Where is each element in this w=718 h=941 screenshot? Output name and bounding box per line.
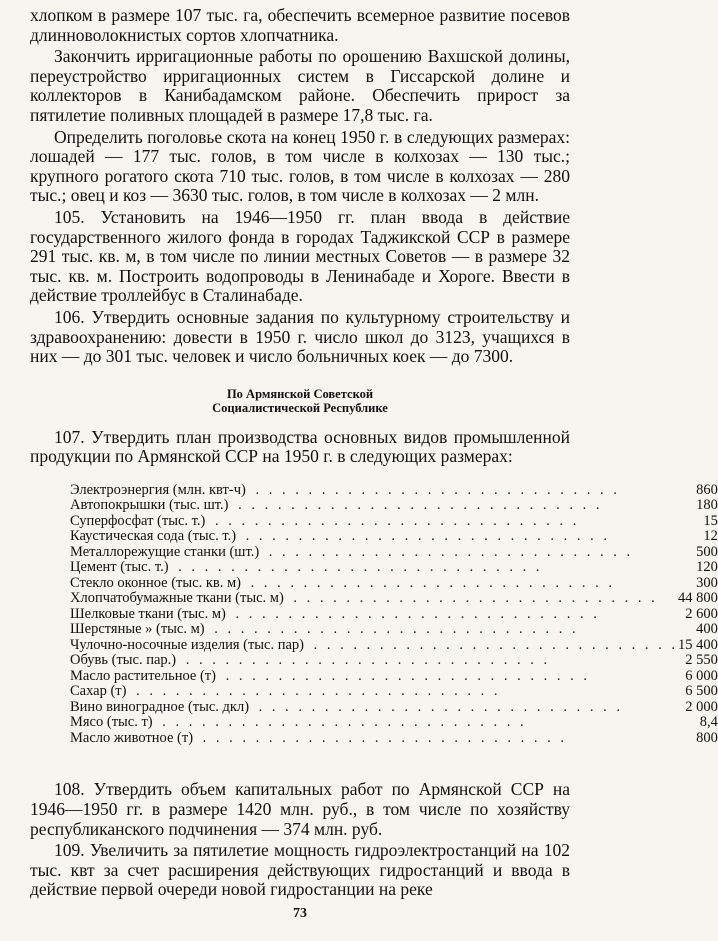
- table-item-name: [70, 529, 678, 545]
- item-label: Вино виноградное (тыс. дкл): [70, 699, 252, 715]
- table-row: [70, 607, 718, 623]
- leader-dots: . . . . . . . . . . . . . . . . . . . . . . . . . . . .: [171, 559, 543, 576]
- item-label: Цемент (тыс. т.): [70, 559, 172, 575]
- item-label: Каустическая сода (тыс. т.): [70, 528, 239, 544]
- leader-dots: . . . . . . . . . . . . . . . . . . . . . . . . . . . .: [231, 497, 603, 514]
- section-heading-line2: Социалистической Республике: [212, 401, 388, 416]
- table-row: [70, 638, 718, 654]
- table-row: [70, 560, 718, 576]
- leader-dots: . . . . . . . . . . . . . . . . . . . . . . . . . . . .: [286, 590, 658, 607]
- table-row: [70, 514, 718, 530]
- table-row: [70, 669, 718, 685]
- paragraph-109: 109. Увеличить за пятилетие мощность гидроэлектростанций на 102 тыс. квт за счет расширения действующих гидростанций и ввода в действие первой очереди новой гидростанции на реке: [30, 840, 570, 900]
- item-label: Шерстяные » (тыс. м): [70, 621, 208, 637]
- table-item-name: [70, 483, 678, 499]
- table-row: [70, 591, 718, 607]
- table-row: [70, 529, 718, 545]
- table-row: [70, 684, 718, 700]
- table-item-name: [70, 715, 678, 731]
- table-item-name: [70, 638, 678, 654]
- table-item-value: 12: [703, 528, 718, 545]
- item-label: Шелковые ткани (тыс. м): [70, 606, 229, 622]
- leader-dots: . . . . . . . . . . . . . . . . . . . . . . . . . . . .: [248, 481, 620, 498]
- item-label: Металлорежущие станки (шт.): [70, 544, 262, 560]
- paragraph-106: 106. Утвердить основные задания по культурному строительству и здравоохранению: довести в 1950 г. число школ до 3123, учащихся в них — до 301 тыс. человек и число больничных коек — до 7300.: [30, 306, 570, 367]
- table-item-name: [70, 514, 678, 530]
- paragraph-107: 107. Утвердить план производства основных видов промышленной продукции по Армянской ССР на 1950 г. в следующих размерах:: [30, 426, 570, 467]
- table-item-name: [70, 700, 678, 716]
- table-row: [70, 715, 718, 731]
- leader-dots: . . . . . . . . . . . . . . . . . . . . . . . . . . . .: [179, 652, 551, 669]
- table-item-value: 44 800: [678, 590, 718, 607]
- item-label: Обувь (тыс. пар.): [70, 652, 179, 668]
- section-heading-line1: По Армянской Советской: [226, 386, 374, 401]
- paragraph-irrigation: Закончить ирригационные работы по орошению Вахшской долины, переустройство ирригационных систем в Гиссарской долине и коллекторов в Канибадамском районе. Обеспечить прирост за пятилетие поливных площадей в размере 17,8 тыс. га.: [30, 46, 570, 125]
- item-label: Масло животное (т): [70, 730, 196, 746]
- table-row: [70, 498, 718, 514]
- table-item-value: 6 000: [685, 667, 718, 684]
- leader-dots: . . . . . . . . . . . . . . . . . . . . . . . . . . . .: [208, 512, 580, 529]
- table-item-value: 300: [696, 574, 718, 591]
- paragraph-108: 108. Утвердить объем капитальных работ по Армянской ССР на 1946—1950 гг. в размере 1420 млн. руб., в том числе по хозяйству республиканского подчинения — 374 млн. руб.: [30, 779, 570, 839]
- table-item-name: [70, 622, 678, 638]
- table-item-name: [70, 669, 678, 685]
- leader-dots: . . . . . . . . . . . . . . . . . . . . . . . . . . . .: [207, 621, 579, 638]
- table-item-name: [70, 498, 678, 514]
- table-item-value: 400: [696, 621, 718, 638]
- leader-dots: . . . . . . . . . . . . . . . . . . . . . . . . . . . .: [239, 528, 611, 545]
- table-item-name: [70, 560, 678, 576]
- table-row: [70, 653, 718, 669]
- item-label: Хлопчатобумажные ткани (тыс. м): [70, 590, 287, 606]
- table-item-value: 120: [696, 559, 718, 576]
- table-row: [70, 700, 718, 716]
- table-row: [70, 576, 718, 592]
- item-label: Сахар (т): [70, 683, 129, 699]
- production-table: [70, 483, 718, 747]
- table-item-value: 860: [696, 481, 718, 498]
- table-item-name: [70, 545, 678, 561]
- leader-dots: . . . . . . . . . . . . . . . . . . . . . . . . . . . .: [155, 714, 527, 731]
- item-label: Электроэнергия (млн. квт-ч): [70, 482, 249, 498]
- table-item-name: [70, 591, 678, 607]
- leader-dots: . . . . . . . . . . . . . . . . . . . . . . . . . . . .: [196, 729, 568, 746]
- table-item-value: 800: [696, 729, 718, 746]
- leader-dots: . . . . . . . . . . . . . . . . . . . . . . . . . . . .: [228, 605, 600, 622]
- page-number: 73: [293, 906, 307, 921]
- item-label: Суперфосфат (тыс. т.): [70, 513, 208, 529]
- table-item-value: 6 500: [685, 683, 718, 700]
- table-item-name: [70, 576, 678, 592]
- table-item-name: [70, 684, 678, 700]
- table-item-value: 180: [696, 497, 718, 514]
- table-item-value: 15 400: [678, 636, 718, 653]
- table-item-value: 8,4: [699, 714, 718, 731]
- table-item-name: [70, 607, 678, 623]
- item-label: Автопокрышки (тыс. шт.): [70, 497, 231, 513]
- section-heading: [30, 387, 570, 416]
- paragraph-105: 105. Установить на 1946—1950 гг. план ввода в действие государственного жилого фонда в городах Таджикской ССР в размере 291 тыс. кв. м, в том числе по линии местных Советов — в размере 32 тыс. кв. м. Построить водопроводы в Ленинабаде и Хороге. Ввести в действие троллейбус в Сталинабаде.: [30, 206, 570, 306]
- table-item-value: 2 000: [685, 698, 718, 715]
- table-row: [70, 483, 718, 499]
- leader-dots: . . . . . . . . . . . . . . . . . . . . . . . . . . . .: [243, 574, 615, 591]
- leader-dots: . . . . . . . . . . . . . . . . . . . . . . . . . . . .: [129, 683, 501, 700]
- item-label: Стекло оконное (тыс. кв. м): [70, 575, 244, 591]
- item-label: Мясо (тыс. т): [70, 714, 156, 730]
- table-item-name: [70, 731, 678, 747]
- table-row: [70, 622, 718, 638]
- paragraph-continuation: хлопком в размере 107 тыс. га, обеспечить всемерное развитие посевов длинноволокнистых сортов хлопчатника.: [30, 5, 570, 45]
- table-item-value: 2 600: [685, 605, 718, 622]
- item-label: Чулочно-носочные изделия (тыс. пар): [70, 637, 307, 653]
- table-row: [70, 731, 718, 747]
- table-row: [70, 545, 718, 561]
- leader-dots: . . . . . . . . . . . . . . . . . . . . . . . . . . . .: [307, 636, 679, 653]
- table-item-value: 15: [703, 512, 718, 529]
- leader-dots: . . . . . . . . . . . . . . . . . . . . . . . . . . . .: [262, 543, 634, 560]
- item-label: Масло растительное (т): [70, 668, 219, 684]
- leader-dots: . . . . . . . . . . . . . . . . . . . . . . . . . . . .: [252, 698, 624, 715]
- leader-dots: . . . . . . . . . . . . . . . . . . . . . . . . . . . .: [218, 667, 590, 684]
- table-item-value: 500: [696, 543, 718, 560]
- table-item-name: [70, 653, 678, 669]
- paragraph-livestock: Определить поголовье скота на конец 1950 г. в следующих размерах: лошадей — 177 тыс. голов, в том числе в колхозах — 130 тыс.; крупного рогатого скота 710 тыс. голов, в том числе в колхозах — 280 тыс.; овец и коз — 3630 тыс. голов, в том числе в колхозах — 2 млн.: [30, 126, 570, 206]
- table-item-value: 2 550: [685, 652, 718, 669]
